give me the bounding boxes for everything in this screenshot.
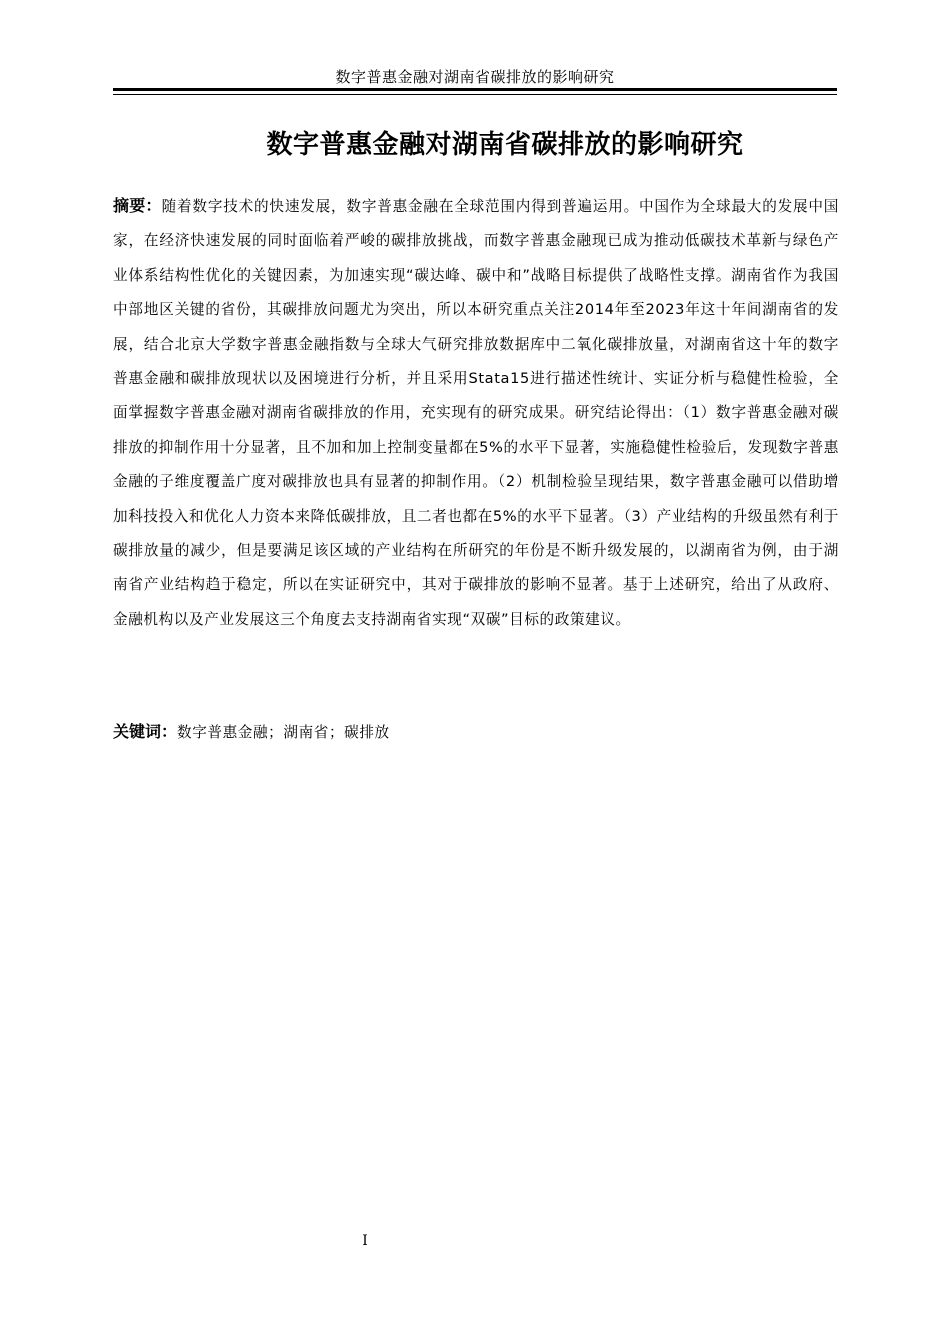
keywords-line xyxy=(113,715,839,750)
page-number: I xyxy=(362,1233,368,1249)
header-rule-thin xyxy=(113,94,837,95)
running-header: 数字普惠金融对湖南省碳排放的影响研究 xyxy=(335,68,615,86)
keywords-text: 数字普惠金融；湖南省；碳排放 xyxy=(177,724,390,741)
header-rule-thick xyxy=(113,88,837,91)
abstract-paragraph xyxy=(113,189,839,637)
page-title: 数字普惠金融对湖南省碳排放的影响研究 xyxy=(266,130,744,160)
abstract-label: 摘要： xyxy=(113,196,162,215)
abstract-text: 随着数字技术的快速发展，数字普惠金融在全球范围内得到普遍运用。中国作为全球最大的发展中国家，在经济快速发展的同时面临着严峻的碳排放挑战，而数字普惠金融现已成为推动低碳技术革新与绿色产业体系结构性优化的关键因素，为加速实现“碳达峰、碳中和”战略目标提供了战略性支撑。湖南省作为我国中部地区关键的省份，其碳排放问题尤为突出，所以本研究重点关注2014年至2023年这十年间湖南省的发展，结合北京大学数字普惠金融指数与全球大气研究排放数据库中二氧化碳排放量，对湖南省这十年的数字普惠金融和碳排放现状以及困境进行分析，并且采用Stata15进行描述性统计、实证分析与稳健性检验，全面掌握数字普惠金融对湖南省碳排放的作用，充实现有的研究成果。研究结论得出：（1）数字普惠金融对碳排放的抑制作用十分显著，且不加和加上控制变量都在5%的水平下显著，实施稳健性检验后，发现数字普惠金融的子维度覆盖广度对碳排放也具有显著的抑制作用。（2）机制检验呈现结果，数字普惠金融可以借助增加科技投入和优化人力资本来降低碳排放，且二者也都在5%的水平下显著。（3）产业结构的升级虽然有利于碳排放量的减少，但是要满足该区域的产业结构在所研究的年份是不断升级发展的，以湖南省为例，由于湖南省产业结构趋于稳定，所以在实证研究中，其对于碳排放的影响不显著。基于上述研究，给出了从政府、金融机构以及产业发展这三个角度去支持湖南省实现“双碳”目标的政策建议。 xyxy=(113,198,839,628)
keywords-label: 关键词： xyxy=(113,722,178,741)
